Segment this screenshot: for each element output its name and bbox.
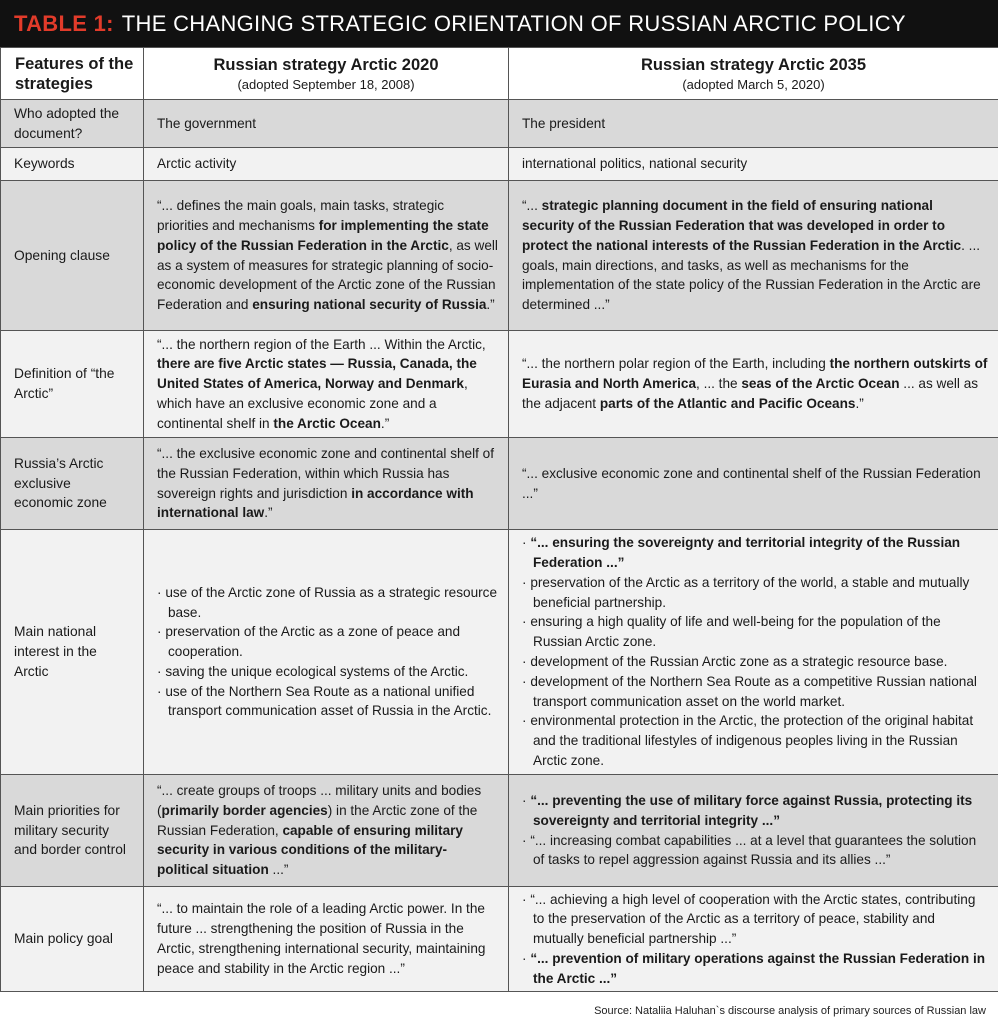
cell-2020: Arctic activity bbox=[144, 148, 509, 181]
cell-2020 bbox=[144, 530, 509, 775]
list-item: · preservation of the Arctic as a territory of the world, a stable and mutually beneficial partnership. bbox=[522, 573, 988, 613]
row-feature: Who adopted the document? bbox=[1, 100, 144, 148]
strategy-comparison-table bbox=[0, 47, 998, 992]
cell-2020 bbox=[144, 331, 509, 438]
cell-2035 bbox=[509, 181, 998, 331]
table-row bbox=[1, 148, 998, 181]
bold-run: primarily border agencies bbox=[161, 802, 328, 818]
header-arctic-2035-date: (adopted March 5, 2020) bbox=[682, 76, 825, 92]
cell-2020 bbox=[144, 181, 509, 331]
cell-2035 bbox=[509, 775, 998, 887]
row-feature: Main national interest in the Arctic bbox=[1, 530, 144, 775]
text-run: “... bbox=[522, 198, 542, 214]
list-item: · “... increasing combat capabilities ... at a level that guarantees the solution of tasks to repel aggression against Russia and its allies ...” bbox=[522, 831, 988, 871]
text-run: “... the exclusive economic zone and continental shelf of the Russian Federation, within which Russia has sovereign rights and jurisdiction bbox=[157, 445, 495, 501]
interest-list-2035 bbox=[522, 533, 988, 771]
table-row bbox=[1, 181, 998, 331]
bold-run: strategic planning document in the field of ensuring national security of the Russian Federation that was developed in order to protect the national interests of the Russian Federation in the Arctic bbox=[522, 198, 962, 253]
interest-list-2020 bbox=[157, 583, 498, 722]
text-run: , ... the bbox=[696, 376, 742, 392]
cell-2035: The president bbox=[509, 100, 998, 148]
header-arctic-2035-title: Russian strategy Arctic 2035 bbox=[641, 55, 866, 74]
text-run: “... create groups of troops ... military units and bodies ( bbox=[157, 783, 482, 818]
cell-2020: The government bbox=[144, 100, 509, 148]
military-list-2035 bbox=[522, 791, 988, 870]
cell-2035 bbox=[509, 530, 998, 775]
row-feature: Definition of “the Arctic” bbox=[1, 331, 144, 438]
table-row bbox=[1, 530, 998, 775]
table-row bbox=[1, 100, 998, 148]
header-features: Features of the strategies bbox=[1, 48, 144, 100]
header-arctic-2035 bbox=[509, 48, 998, 100]
list-item: · “... achieving a high level of cooperation with the Arctic states, contributing to the preservation of the Arctic as a territory of peace, stability and mutually beneficial partnership ...” bbox=[522, 890, 988, 949]
text-run: ...” bbox=[268, 862, 289, 878]
header-row bbox=[1, 48, 998, 100]
table-row bbox=[1, 438, 998, 530]
list-item: · saving the unique ecological systems of the Arctic. bbox=[157, 662, 498, 682]
bold-run: ensuring national security of Russia bbox=[252, 297, 487, 313]
text-run: “... the northern region of the Earth ... Within the Arctic, bbox=[157, 336, 486, 352]
cell-2035 bbox=[509, 331, 998, 438]
text-run: . ... goals, main directions, and tasks, as well as mechanisms for the implementation of the state policy of the Russian Federation in the Arctic are determined ...” bbox=[522, 237, 981, 313]
list-item: · environmental protection in the Arctic, the protection of the original habitat and the traditional lifestyles of indigenous peoples living in the Russian Arctic zone. bbox=[522, 711, 988, 770]
bold-run: for implementing the state policy of the Russian Federation in the Arctic bbox=[157, 217, 489, 253]
header-arctic-2020 bbox=[144, 48, 509, 100]
row-feature: Opening clause bbox=[1, 181, 144, 331]
table-row bbox=[1, 331, 998, 438]
cell-2020: “... to maintain the role of a leading Arctic power. In the future ... strengthening the position of Russia in the Arctic, strengthening international security, maintaining peace and stability in the Arctic region ...” bbox=[144, 887, 509, 992]
text-run: .” bbox=[486, 297, 495, 313]
text-run: “... the northern polar region of the Earth, including bbox=[522, 356, 830, 372]
text-run: ... as well as the adjacent bbox=[522, 376, 979, 411]
bold-run: parts of the Atlantic and Pacific Oceans bbox=[599, 395, 856, 411]
cell-2020 bbox=[144, 775, 509, 887]
text-run: , as well as a system of measures for strategic planning of socio-economic development of the Arctic zone of the Russian Federation and bbox=[157, 237, 498, 313]
bold-run: seas of the Arctic Ocean bbox=[741, 376, 900, 392]
table-title-text: THE CHANGING STRATEGIC ORIENTATION OF RUSSIAN ARCTIC POLICY bbox=[121, 10, 906, 36]
text-run: .” bbox=[855, 395, 864, 411]
list-item: · development of the Russian Arctic zone as a strategic resource base. bbox=[522, 652, 988, 672]
list-item: · development of the Northern Sea Route as a competitive Russian national transport communication asset on the world market. bbox=[522, 672, 988, 712]
list-item bbox=[522, 533, 988, 573]
text-run: ) in the Arctic zone of the Russian Federation, bbox=[157, 802, 478, 838]
bold-run: the Arctic Ocean bbox=[273, 415, 381, 431]
row-feature: Main priorities for military security and border control bbox=[1, 775, 144, 887]
header-arctic-2020-date: (adopted September 18, 2008) bbox=[237, 76, 415, 92]
bold-run: the northern outskirts of Eurasia and North America bbox=[522, 356, 988, 392]
list-item: · ensuring a high quality of life and well-being for the population of the Russian Arctic zone. bbox=[522, 612, 988, 652]
bold-run: “... ensuring the sovereignty and territorial integrity of the Russian Federation ...” bbox=[530, 535, 961, 571]
header-arctic-2020-title: Russian strategy Arctic 2020 bbox=[213, 55, 439, 74]
list-item bbox=[522, 791, 988, 831]
list-item bbox=[522, 949, 988, 989]
cell-2035 bbox=[509, 887, 998, 992]
table-title bbox=[0, 0, 998, 47]
table-number: TABLE 1: bbox=[14, 10, 114, 36]
text-run: .” bbox=[380, 415, 390, 431]
text-run: “... defines the main goals, main tasks, strategic priorities and mechanisms bbox=[157, 198, 445, 233]
source-note: Source: Nataliia Haluhan`s discourse analysis of primary sources of Russian law bbox=[594, 1005, 986, 1017]
list-item: · preservation of the Arctic as a zone of peace and cooperation. bbox=[157, 622, 498, 662]
table-row bbox=[1, 775, 998, 887]
policy-goal-list-2035 bbox=[522, 890, 988, 989]
row-feature: Keywords bbox=[1, 148, 144, 181]
row-feature: Russia’s Arctic exclusive economic zone bbox=[1, 438, 144, 530]
cell-2020 bbox=[144, 438, 509, 530]
bold-run: there are five Arctic states — Russia, Canada, the United States of America, Norway and Denmark bbox=[157, 356, 477, 392]
table-row bbox=[1, 887, 998, 992]
bold-run: “... prevention of military operations against the Russian Federation in the Arctic ...” bbox=[530, 950, 986, 986]
text-run: , which have an exclusive economic zone and a continental shelf in bbox=[157, 376, 468, 431]
list-item: · use of the Arctic zone of Russia as a strategic resource base. bbox=[157, 583, 498, 623]
bold-run: capable of ensuring military security in various conditions of the military-political situation bbox=[157, 822, 463, 878]
bold-run: in accordance with international law bbox=[157, 485, 474, 521]
row-feature: Main policy goal bbox=[1, 887, 144, 992]
list-item: · use of the Northern Sea Route as a national unified transport communication asset of Russia in the Arctic. bbox=[157, 682, 498, 722]
bold-run: “... preventing the use of military force against Russia, protecting its sovereignty and territorial integrity ...” bbox=[530, 792, 973, 828]
cell-2035: “... exclusive economic zone and continental shelf of the Russian Federation ...” bbox=[509, 438, 998, 530]
cell-2035: international politics, national security bbox=[509, 148, 998, 181]
text-run: .” bbox=[264, 505, 273, 521]
